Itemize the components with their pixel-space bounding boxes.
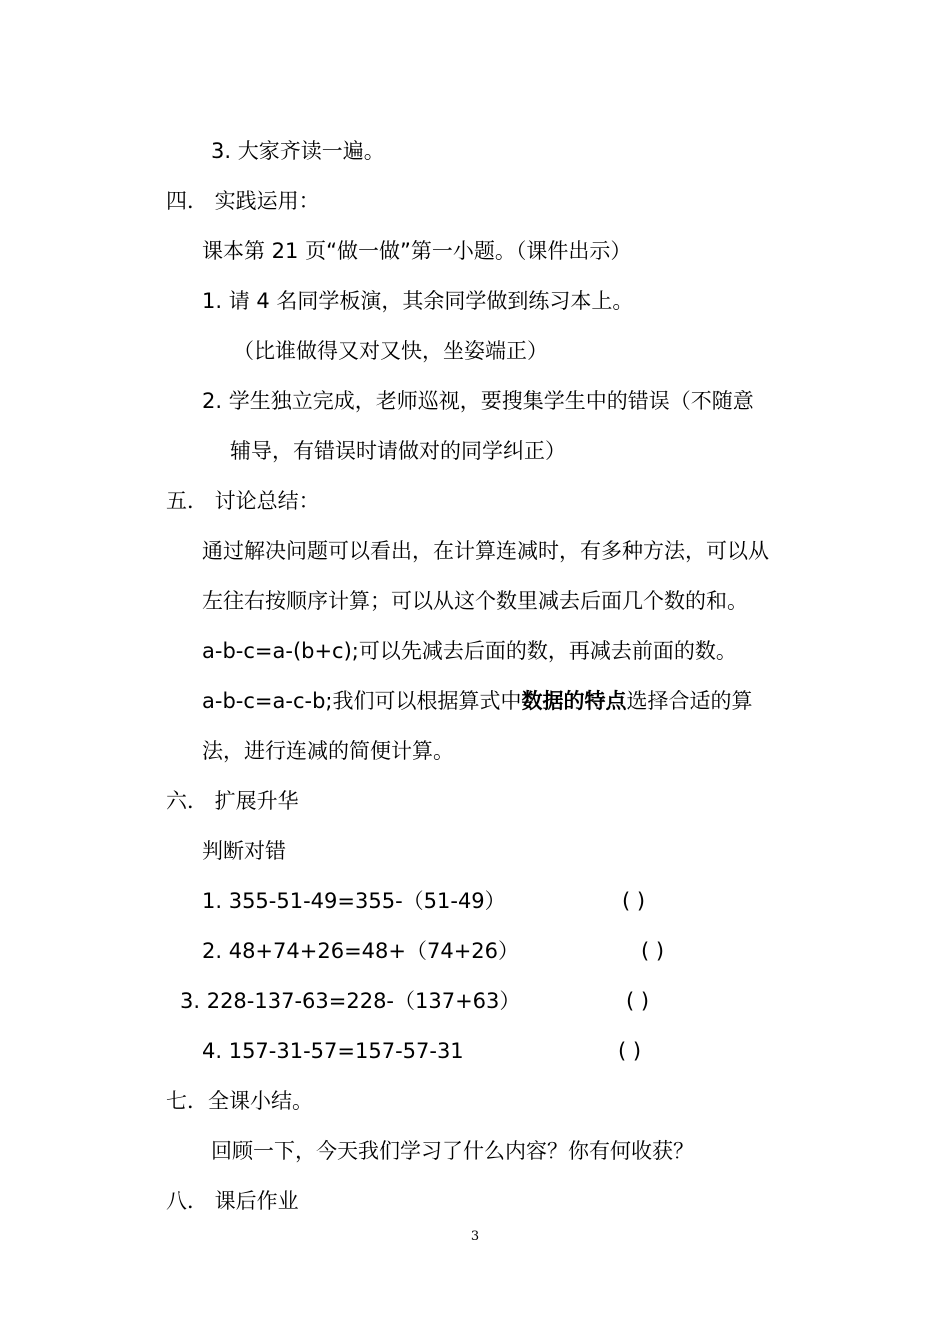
heading-homework: 八． 课后作业: [166, 1189, 299, 1213]
rule-2-end: 选择合适的算: [626, 689, 753, 713]
line-rule-2: [202, 686, 752, 716]
line-review: 回顾一下，今天我们学习了什么内容？你有何收获？: [211, 1139, 694, 1163]
heading-summary: 七．全课小结。: [166, 1089, 313, 1113]
answer-blank-4: ( ): [618, 1039, 642, 1063]
line-methods: 通过解决问题可以看出，在计算连减时，有多种方法，可以从: [202, 539, 769, 563]
question-2: 2. 48+74+26=48+（74+26）: [202, 939, 520, 963]
heading-practice: 四． 实践运用：: [166, 189, 320, 213]
line-simplify: 法，进行连减的简便计算。: [202, 739, 454, 763]
line-guidance: 辅导，有错误时请做对的同学纠正）: [230, 439, 566, 463]
answer-blank-1: ( ): [622, 889, 646, 913]
heading-extension: 六． 扩展升华: [166, 789, 299, 813]
answer-blank-3: ( ): [626, 989, 650, 1013]
question-4: 4. 157-31-57=157-57-31: [202, 1039, 464, 1063]
page-number: 3: [470, 1229, 480, 1244]
line-compare: （比谁做得又对又快，坐姿端正）: [233, 339, 548, 363]
line-judge: 判断对错: [202, 839, 286, 863]
rule-2-text: a-b-c=a-c-b;我们可以根据算式中: [202, 689, 522, 713]
heading-discussion: 五． 讨论总结：: [166, 489, 320, 513]
answer-blank-2: ( ): [641, 939, 665, 963]
line-independent: 2. 学生独立完成，老师巡视，要搜集学生中的错误（不随意: [202, 389, 754, 413]
line-rule-1: a-b-c=a-(b+c);可以先减去后面的数，再减去前面的数。: [202, 639, 737, 663]
line-order: 左往右按顺序计算；可以从这个数里减去后面几个数的和。: [202, 589, 748, 613]
line-read-together: 3. 大家齐读一遍。: [211, 139, 385, 163]
emphasis-text: 数据的特点: [521, 689, 627, 713]
question-1: 1. 355-51-49=355-（51-49）: [202, 889, 506, 913]
line-board-work: 1. 请 4 名同学板演，其余同学做到练习本上。: [202, 289, 634, 313]
question-3: 3. 228-137-63=228-（137+63）: [180, 989, 521, 1013]
line-textbook: 课本第 21 页“做一做”第一小题。（课件出示）: [202, 239, 632, 263]
